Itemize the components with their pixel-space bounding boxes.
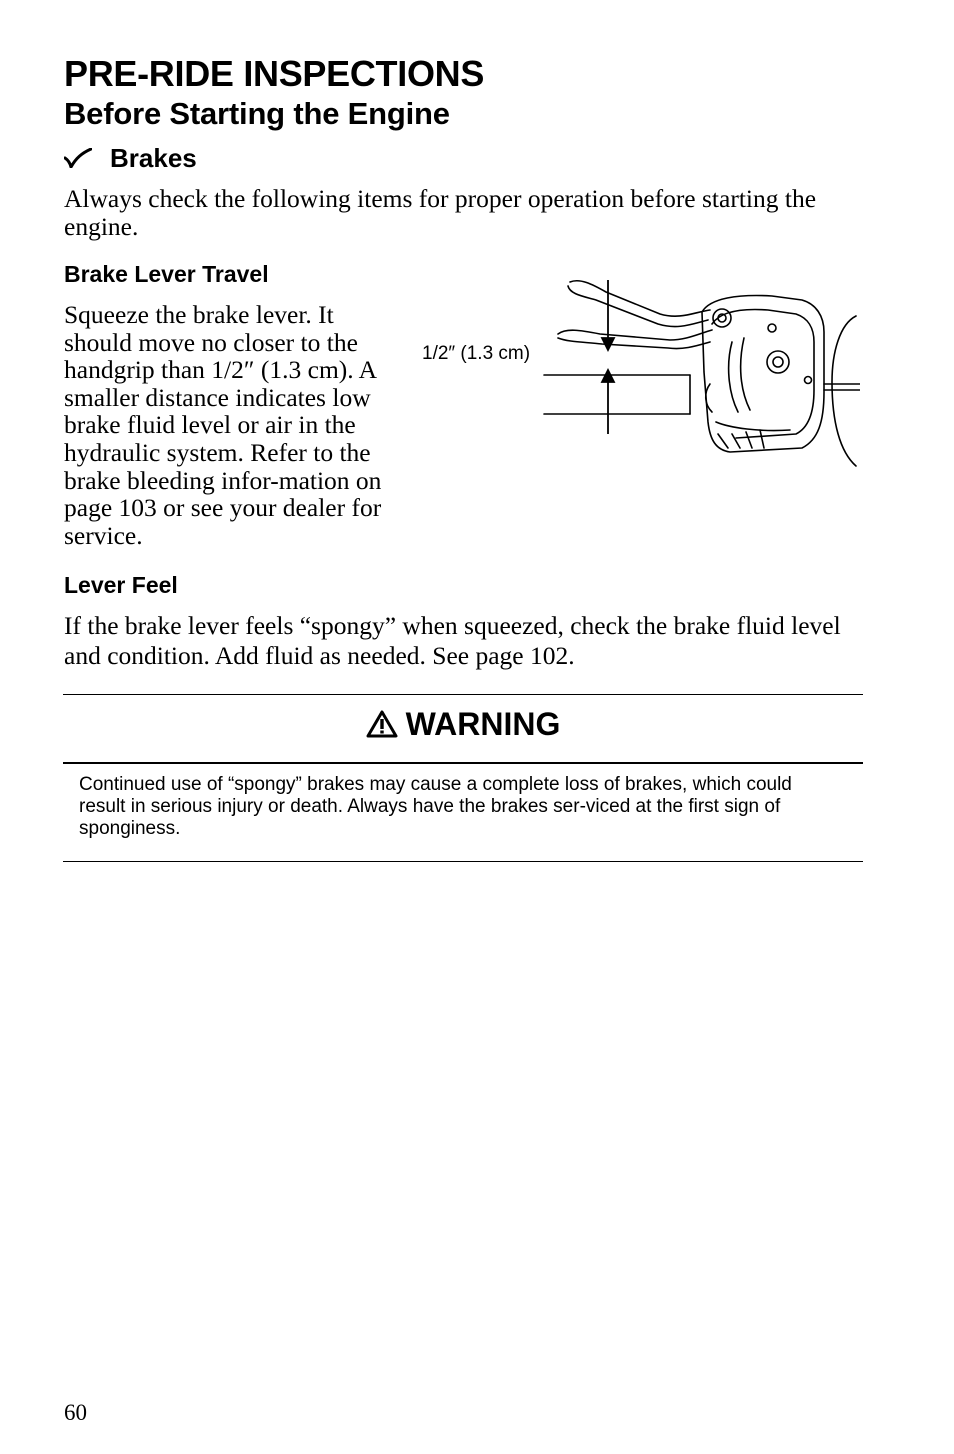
warning-bottom-rule (63, 861, 863, 862)
warning-header-rule (63, 762, 863, 764)
checkmark-icon (64, 148, 92, 168)
warning-text: Continued use of “spongy” brakes may cause a complete loss of brakes, which could result in serious injury or death. Always have the brakes ser-viced at the first sign of sponginess. (79, 774, 792, 839)
warning-title: WARNING (405, 706, 561, 742)
lever-feel-heading: Lever Feel (64, 572, 178, 598)
page-number: 60 (64, 1400, 87, 1425)
brake-lever-travel-paragraph: Squeeze the brake lever. It should move no closer to the handgrip than 1/2″ (1.3 cm). A smaller distance indicates low brake fluid level or air in the hydraulic system. Refer to the brake bleeding infor-mation on page 103 or see your dealer for service. (64, 300, 382, 550)
figure-measurement-label: 1/2″ (1.3 cm) (422, 343, 531, 364)
warning-top-rule (63, 694, 863, 695)
brake-lever-illustration (540, 272, 860, 472)
section-heading-label: Brakes (110, 143, 197, 173)
warning-triangle-icon (366, 710, 398, 738)
warning-heading (63, 704, 863, 744)
section-heading-brakes (64, 142, 197, 174)
intro-paragraph: Always check the following items for proper operation before starting the engine. (64, 184, 817, 241)
page-subtitle: Before Starting the Engine (64, 96, 450, 131)
brake-lever-travel-heading: Brake Lever Travel (64, 261, 269, 287)
page-title: PRE-RIDE INSPECTIONS (64, 53, 485, 94)
lever-feel-paragraph: If the brake lever feels “spongy” when squeezed, check the brake fluid level and condition. Add fluid as needed. See page 102. (64, 611, 841, 670)
